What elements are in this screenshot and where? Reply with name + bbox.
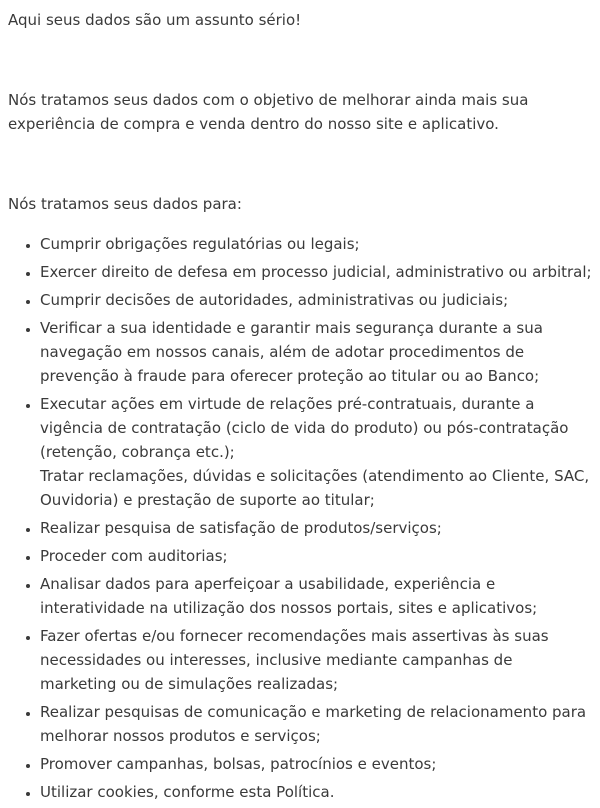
purpose-list-item <box>40 752 592 776</box>
privacy-content <box>8 8 592 808</box>
purpose-item-text: • Promover campanhas, bolsas, patrocínios e eventos; <box>40 755 437 773</box>
purpose-list-item <box>40 232 592 256</box>
purpose-item-text: • Realizar pesquisa de satisfação de produtos/serviços; <box>40 519 442 537</box>
purpose-item-text: • Utilizar cookies, conforme esta Política. <box>40 783 335 801</box>
purpose-item-text: • Cumprir obrigações regulatórias ou legais; <box>40 235 360 253</box>
purpose-item-text: • Analisar dados para aperfeiçoar a usabilidade, experiência e interatividade na utilização dos nossos portais, sites e aplicativos; <box>40 575 538 617</box>
purpose-item-text: • Proceder com auditorias; <box>40 547 228 565</box>
purpose-item-text: Tratar reclamações, dúvidas e solicitações (atendimento ao Cliente, SAC, Ouvidoria) e prestação de suporte ao titular; <box>40 467 590 509</box>
purpose-list-item <box>40 624 592 696</box>
purpose-list-item <box>40 700 592 748</box>
purpose-list-item <box>40 316 592 388</box>
purpose-item-text: • Realizar pesquisas de comunicação e marketing de relacionamento para melhorar nossos produtos e serviços; <box>40 703 587 745</box>
purposes-list <box>8 232 592 804</box>
purpose-list-item <box>40 392 592 512</box>
purposes-title: Nós tratamos seus dados para: <box>8 195 242 213</box>
purpose-list-item <box>40 288 592 312</box>
purpose-list-item <box>40 516 592 540</box>
purpose-list-item <box>40 780 592 804</box>
purpose-item-text: • Fazer ofertas e/ou fornecer recomendações mais assertivas às suas necessidades ou interesses, inclusive mediante campanhas de marketing ou de simulações realizadas; <box>40 627 549 693</box>
purpose-item-text: • Verificar a sua identidade e garantir mais segurança durante a sua navegação em nossos canais, além de adotar procedimentos de prevenção à fraude para oferecer proteção ao titular ou ao Banco; <box>40 319 543 385</box>
purpose-item-text: • Executar ações em virtude de relações pré-contratuais, durante a vigência de contratação (ciclo de vida do produto) ou pós-contratação (retenção, cobrança etc.); <box>40 395 569 461</box>
intro-paragraph: Nós tratamos seus dados com o objetivo de melhorar ainda mais sua experiência de compra e venda dentro do nosso site e aplicativo. <box>8 91 529 133</box>
purpose-list-item <box>40 572 592 620</box>
page-heading: Aqui seus dados são um assunto sério! <box>8 11 302 29</box>
purpose-list-item <box>40 260 592 284</box>
purpose-list-item <box>40 544 592 568</box>
purpose-item-text: • Cumprir decisões de autoridades, administrativas ou judiciais; <box>40 291 509 309</box>
purpose-item-text: • Exercer direito de defesa em processo judicial, administrativo ou arbitral; <box>40 263 592 281</box>
